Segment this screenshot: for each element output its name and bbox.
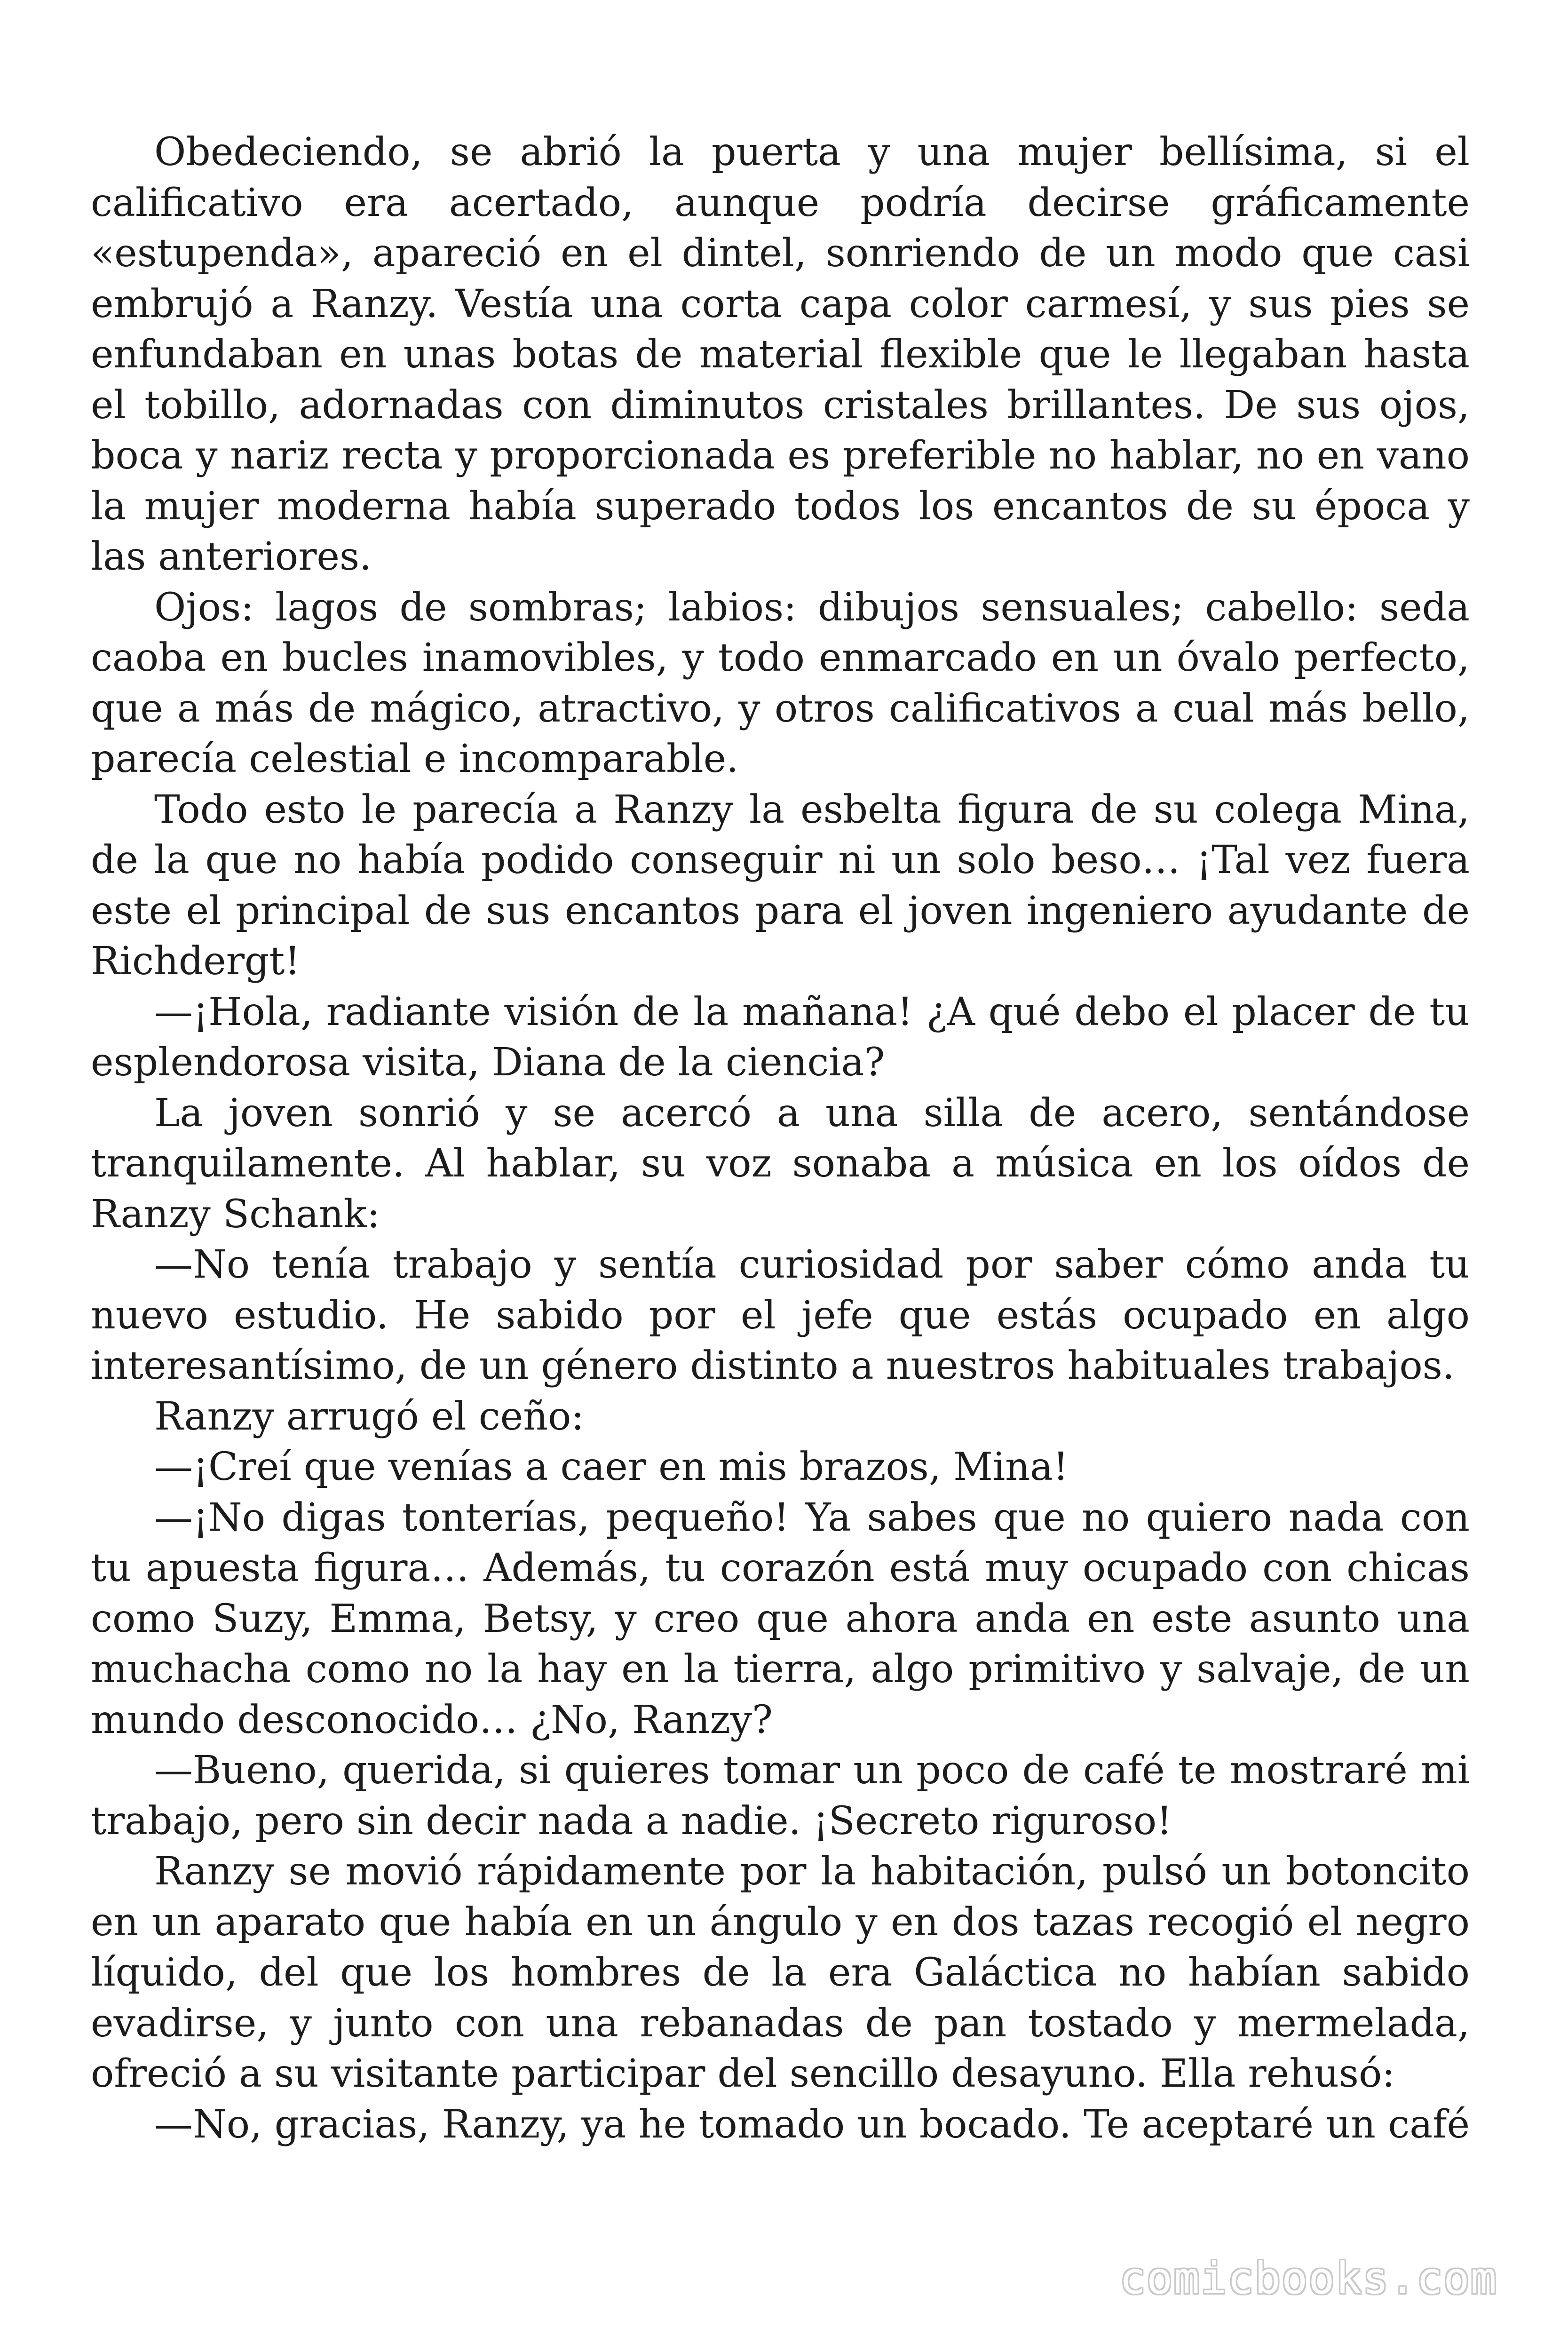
paragraph-12-last-line: —No, gracias, Ranzy, ya he tomado un bocado. Te aceptaré un café <box>154 2102 1470 2147</box>
paragraph-11: Ranzy se movió rápidamente por la habitación, pulsó un botoncito en un aparato que había en un ángulo y en dos tazas recogió el negro líquido, del que los hombres de la era Galáctica no habían sabido evadirse, y junto con una rebanadas de pan tostado y mermelada, ofreció a su visitante participar del sencillo desayuno. Ella rehusó: <box>91 1849 1470 2096</box>
body-text <box>91 127 1470 2150</box>
paragraph-8: —¡Creí que venías a caer en mis brazos, Mina! <box>154 1445 1069 1489</box>
paragraph-1: Obedeciendo, se abrió la puerta y una mujer bellísima, si el calificativo era acertado, aunque podría decirse gráficamente «estupenda», apareció en el dintel, sonriendo de un modo que casi embrujó a Ranzy. Vestía una corta capa color carmesí, y sus pies se enfundaban en unas botas de material flexible que le llegaban hasta el tobillo, adornadas con diminutos cristales brillantes. De sus ojos, boca y nariz recta y proporcionada es preferible no hablar, no en vano la mujer moderna había superado todos los encantos de su época y las anteriores. <box>91 130 1470 579</box>
paragraph-2: Ojos: lagos de sombras; labios: dibujos sensuales; cabello: seda caoba en bucles inamovibles, y todo enmarcado en un óvalo perfecto, que a más de mágico, atractivo, y otros calificativos a cual más bello, parecía celestial e incomparable. <box>91 585 1470 781</box>
paragraph-7: Ranzy arrugó el ceño: <box>154 1394 585 1439</box>
paragraph-5: La joven sonrió y se acercó a una silla de acero, sentándose tranquilamente. Al hablar, su voz sonaba a música en los oídos de Ranzy Schank: <box>91 1090 1470 1237</box>
paragraph-4: —¡Hola, radiante visión de la mañana! ¿A qué debo el placer de tu esplendorosa visita, Diana de la ciencia? <box>91 989 1470 1085</box>
paragraph-3: Todo esto le parecía a Ranzy la esbelta figura de su colega Mina, de la que no había podido conseguir ni un solo beso… ¡Tal vez fuera este el principal de sus encantos para el joven ingeniero ayudante de Richdergt! <box>91 787 1470 984</box>
paragraph-6: —No tenía trabajo y sentía curiosidad por saber cómo anda tu nuevo estudio. He sabido por el jefe que estás ocupado en algo interesantísimo, de un género distinto a nuestros habituales trabajos. <box>91 1242 1470 1388</box>
paragraph-9: —¡No digas tonterías, pequeño! Ya sabes que no quiero nada con tu apuesta figura… Además, tu corazón está muy ocupado con chicas como Suzy, Emma, Betsy, y creo que ahora anda en este asunto una muchacha como no la hay en la tierra, algo primitivo y salvaje, de un mundo desconocido… ¿No, Ranzy? <box>91 1495 1470 1742</box>
watermark: comicbooks.com <box>1119 2253 1497 2304</box>
paragraph-10: —Bueno, querida, si quieres tomar un poco de café te mostraré mi trabajo, pero sin decir nada a nadie. ¡Secreto riguroso! <box>91 1748 1470 1843</box>
